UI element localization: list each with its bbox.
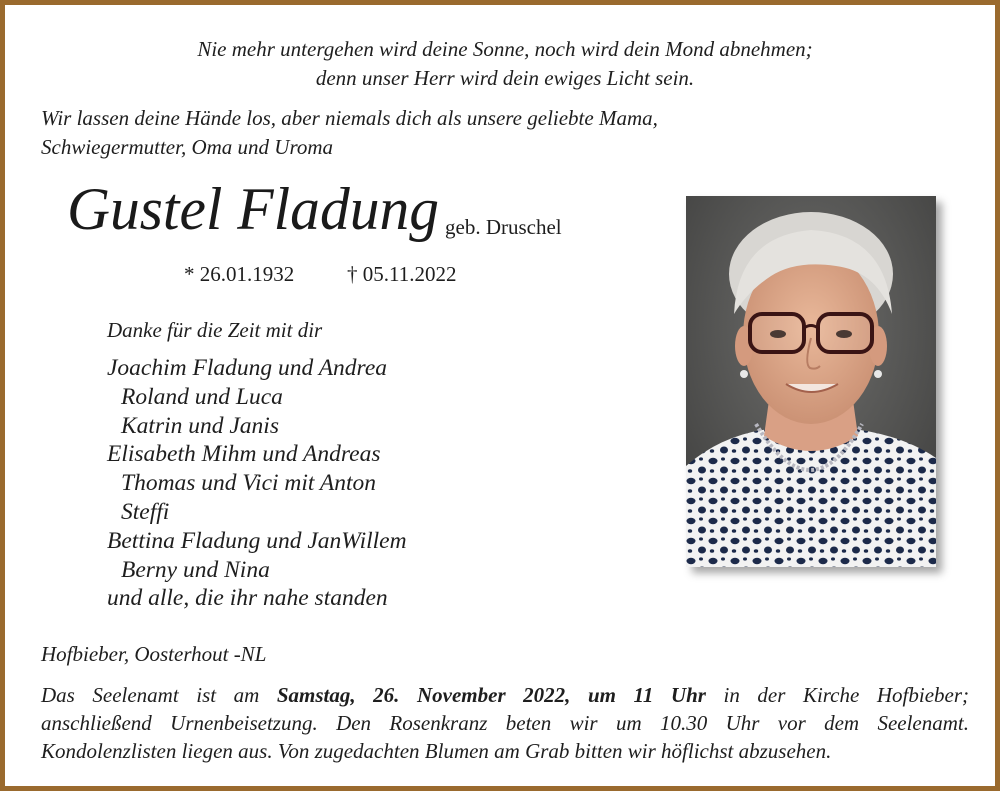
death-date: † 05.11.2022 <box>347 262 457 286</box>
family-member: Joachim Fladung und Andrea <box>107 355 388 381</box>
service-line-1 <box>41 681 969 709</box>
deceased-name <box>63 171 443 261</box>
place-line: Hofbieber, Oosterhout -NL <box>41 642 267 666</box>
family-list <box>107 354 407 613</box>
service-prefix: Das Seelenamt ist am <box>41 683 260 707</box>
service-line-3: Kondolenzlisten liegen aus. Von zugedachten Blumen am Grab bitten wir höflichst abzusehen. <box>41 739 832 763</box>
service-date-time: Samstag, 26. November 2022, um 11 Uhr <box>276 683 706 707</box>
service-paragraph <box>41 681 969 765</box>
family-member: Thomas und Vici mit Anton <box>121 470 377 497</box>
family-member: Berny und Nina <box>121 556 270 583</box>
birth-date: * 26.01.1932 <box>184 262 295 286</box>
family-member: Katrin und Janis <box>121 412 279 439</box>
service-line-2: anschließend Urnenbeisetzung. Den Rosenkranz beten wir um 10.30 Uhr vor dem Seelenamt. <box>41 711 969 735</box>
intro-line-1: Wir lassen deine Hände los, aber niemals dich als unsere geliebte Mama, <box>41 106 658 130</box>
family-member: Roland und Luca <box>121 383 283 410</box>
intro-line-2: Schwiegermutter, Oma und Uroma <box>41 135 334 159</box>
family-member: Bettina Fladung und JanWillem <box>107 527 407 554</box>
thanks-line: Danke für die Zeit mit dir <box>107 318 323 342</box>
verse-line-2: denn unser Herr wird dein ewiges Licht sein. <box>315 66 695 90</box>
portrait-photo <box>686 196 936 567</box>
family-member: Elisabeth Mihm und Andreas <box>107 441 381 468</box>
service-suffix: in der Kirche Hofbieber; <box>723 683 970 707</box>
verse-line-1: Nie mehr untergehen wird deine Sonne, noch wird dein Mond abnehmen; <box>197 37 813 61</box>
family-member: und alle, die ihr nahe standen <box>107 585 388 612</box>
family-member: Steffi <box>121 498 170 525</box>
deceased-name-text: Gustel Fladung <box>67 176 439 242</box>
birth-name: geb. Druschel <box>445 215 562 239</box>
